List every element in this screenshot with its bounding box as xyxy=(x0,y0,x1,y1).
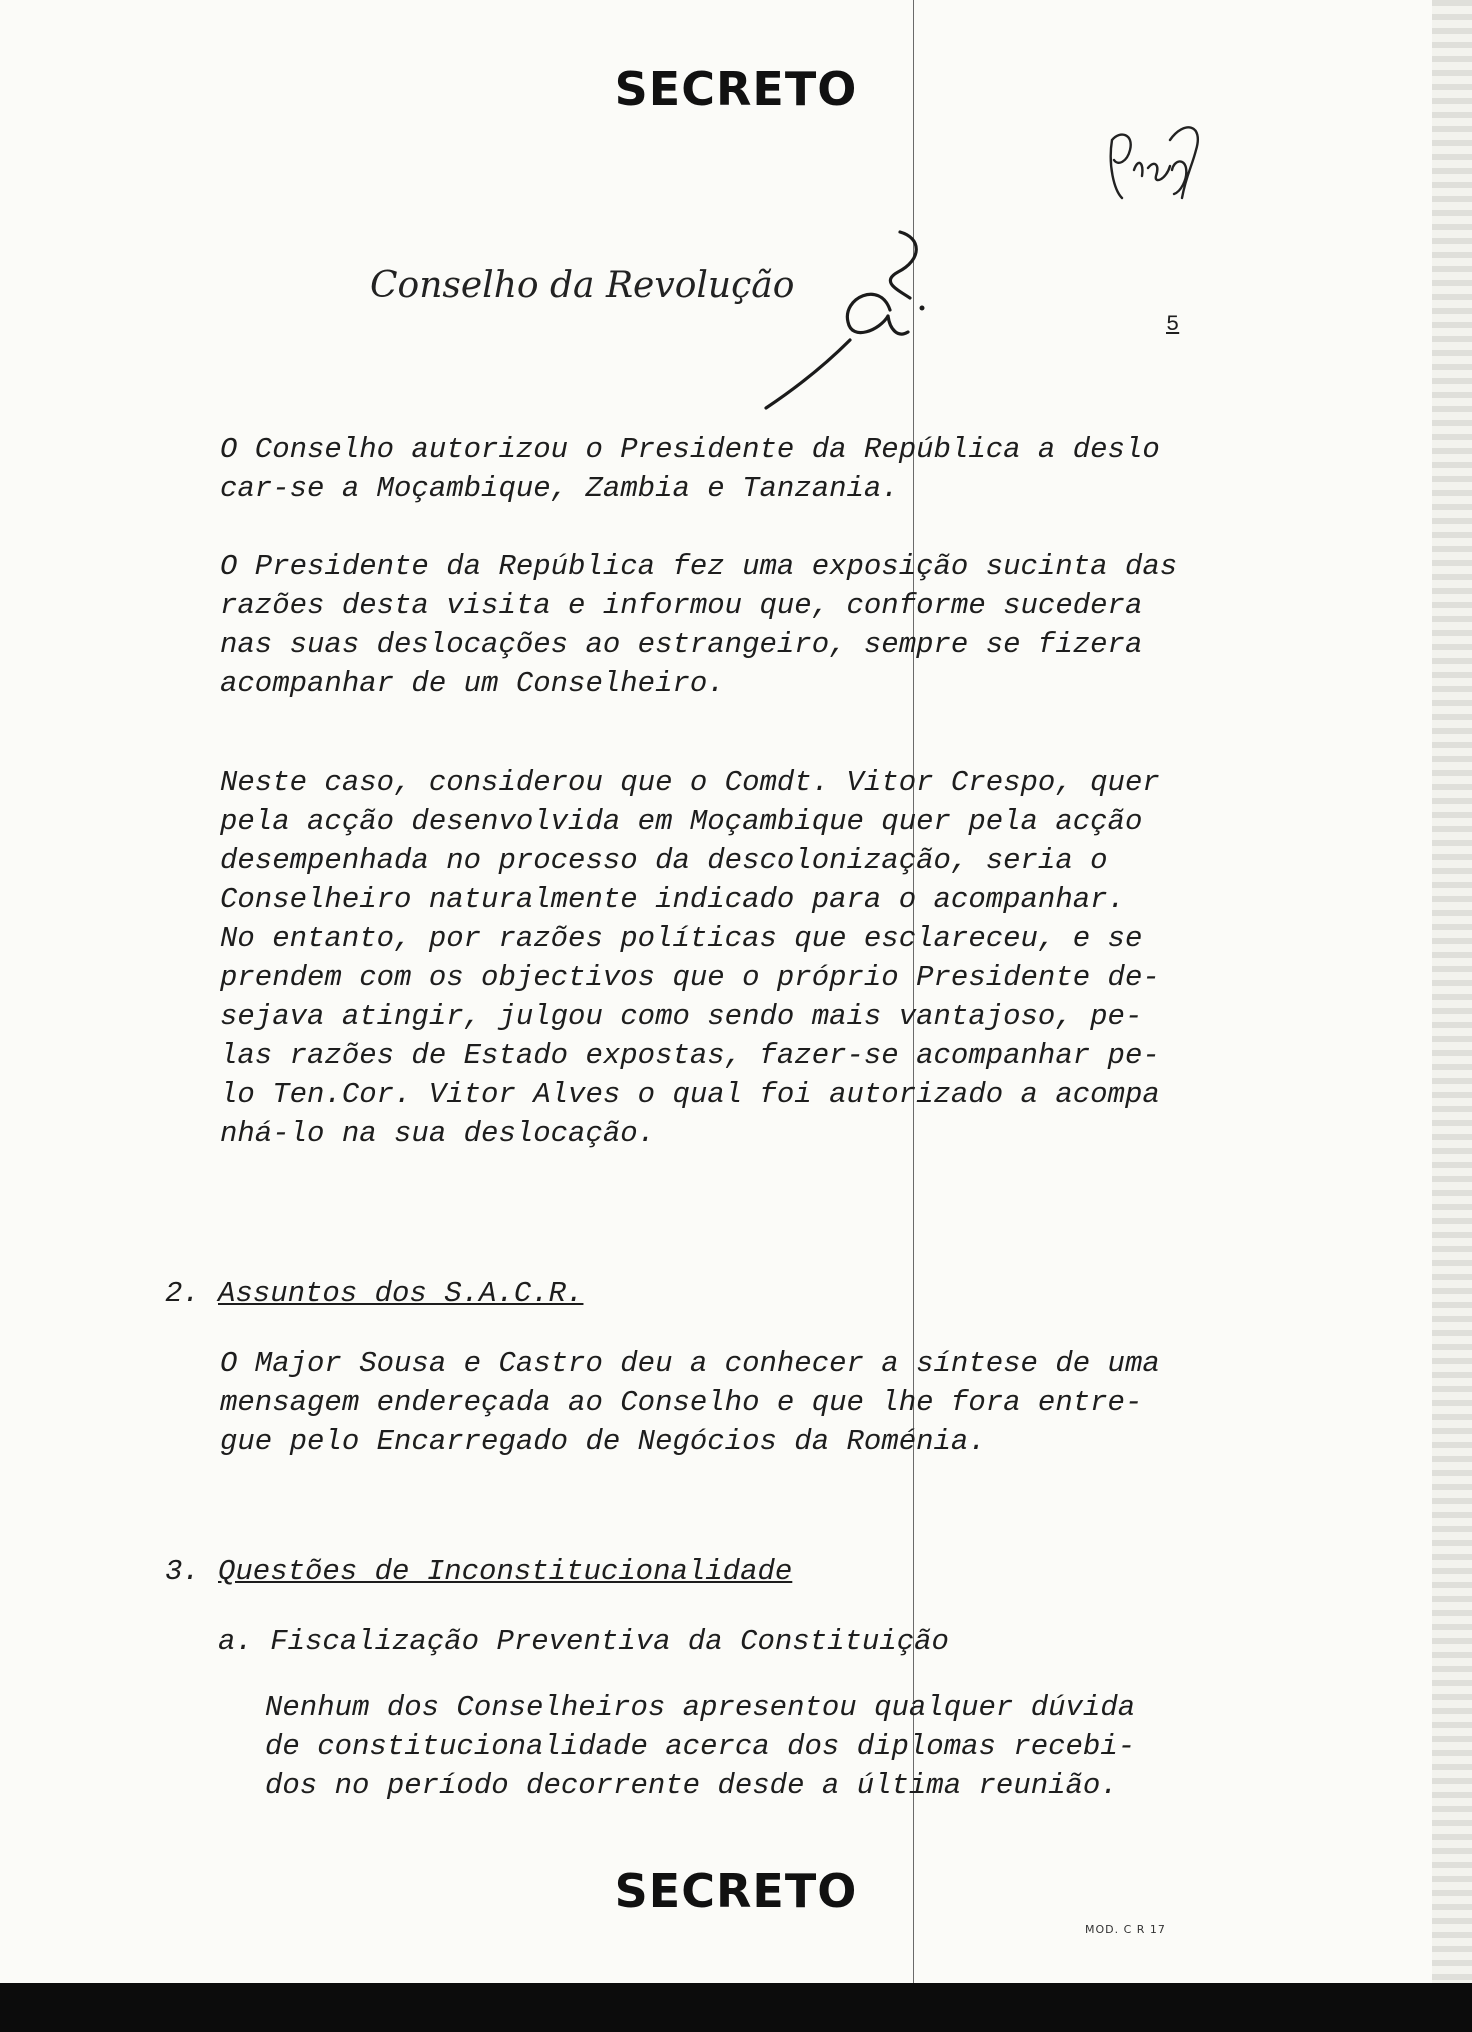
section-3a-heading: a. Fiscalização Preventiva da Constituição xyxy=(218,1625,949,1658)
paragraph-exposition: O Presidente da República fez uma exposição sucinta das razões desta visita e informou que, conforme sucedera nas suas deslocações ao estrangeiro, sempre se fizera acompanhar de um Conselheiro. xyxy=(220,550,1178,700)
letterhead: Conselho da Revolução xyxy=(370,265,795,306)
paragraph-authorization: O Conselho autorizou o Presidente da República a deslo car-se a Moçambique, Zambia e Tanzania. xyxy=(220,433,1160,505)
paragraph-companion: Neste caso, considerou que o Comdt. Vitor Crespo, quer pela acção desenvolvida em Moçambique quer pela acção desempenhada no processo da descolonização, seria o Conselheiro naturalmente indicado para o acompanhar. No entanto, por razões políticas que esclareceu, e se prendem com os objectivos que o próprio Presidente de- sejava atingir, julgou como sendo mais vantajoso, pe- las razões de Estado expostas, fazer-se acompanhar pe- lo Ten.Cor. Vitor Alves o qual foi autorizado a acompa nhá-lo na sua deslocação. xyxy=(220,766,1160,1150)
scanned-page-edge xyxy=(1432,0,1472,1983)
section-2-title: Assuntos dos S.A.C.R. xyxy=(218,1277,584,1310)
section-3-number: 3. xyxy=(165,1555,200,1588)
classification-stamp-top: SECRETO xyxy=(614,62,858,116)
section-3a-body: Nenhum dos Conselheiros apresentou qualquer dúvida de constitucionalidade acerca dos diplomas recebi- dos no período decorrente desde a última reunião. xyxy=(265,1691,1136,1802)
scan-bottom-band xyxy=(0,1983,1472,2032)
page-number: 5 xyxy=(1166,312,1180,337)
section-3-title: Questões de Inconstitucionalidade xyxy=(218,1555,793,1588)
classification-stamp-bottom: SECRETO xyxy=(614,1864,858,1918)
section-2-number: 2. xyxy=(165,1277,200,1310)
form-code: MOD. C R 17 xyxy=(1085,1923,1166,1936)
handwritten-initials-top-right xyxy=(1100,110,1210,205)
handwritten-signature-mark xyxy=(730,220,960,420)
section-2-body: O Major Sousa e Castro deu a conhecer a síntese de uma mensagem endereçada ao Conselho e que lhe fora entre- gue pelo Encarregado de Negócios da Roménia. xyxy=(220,1347,1160,1458)
